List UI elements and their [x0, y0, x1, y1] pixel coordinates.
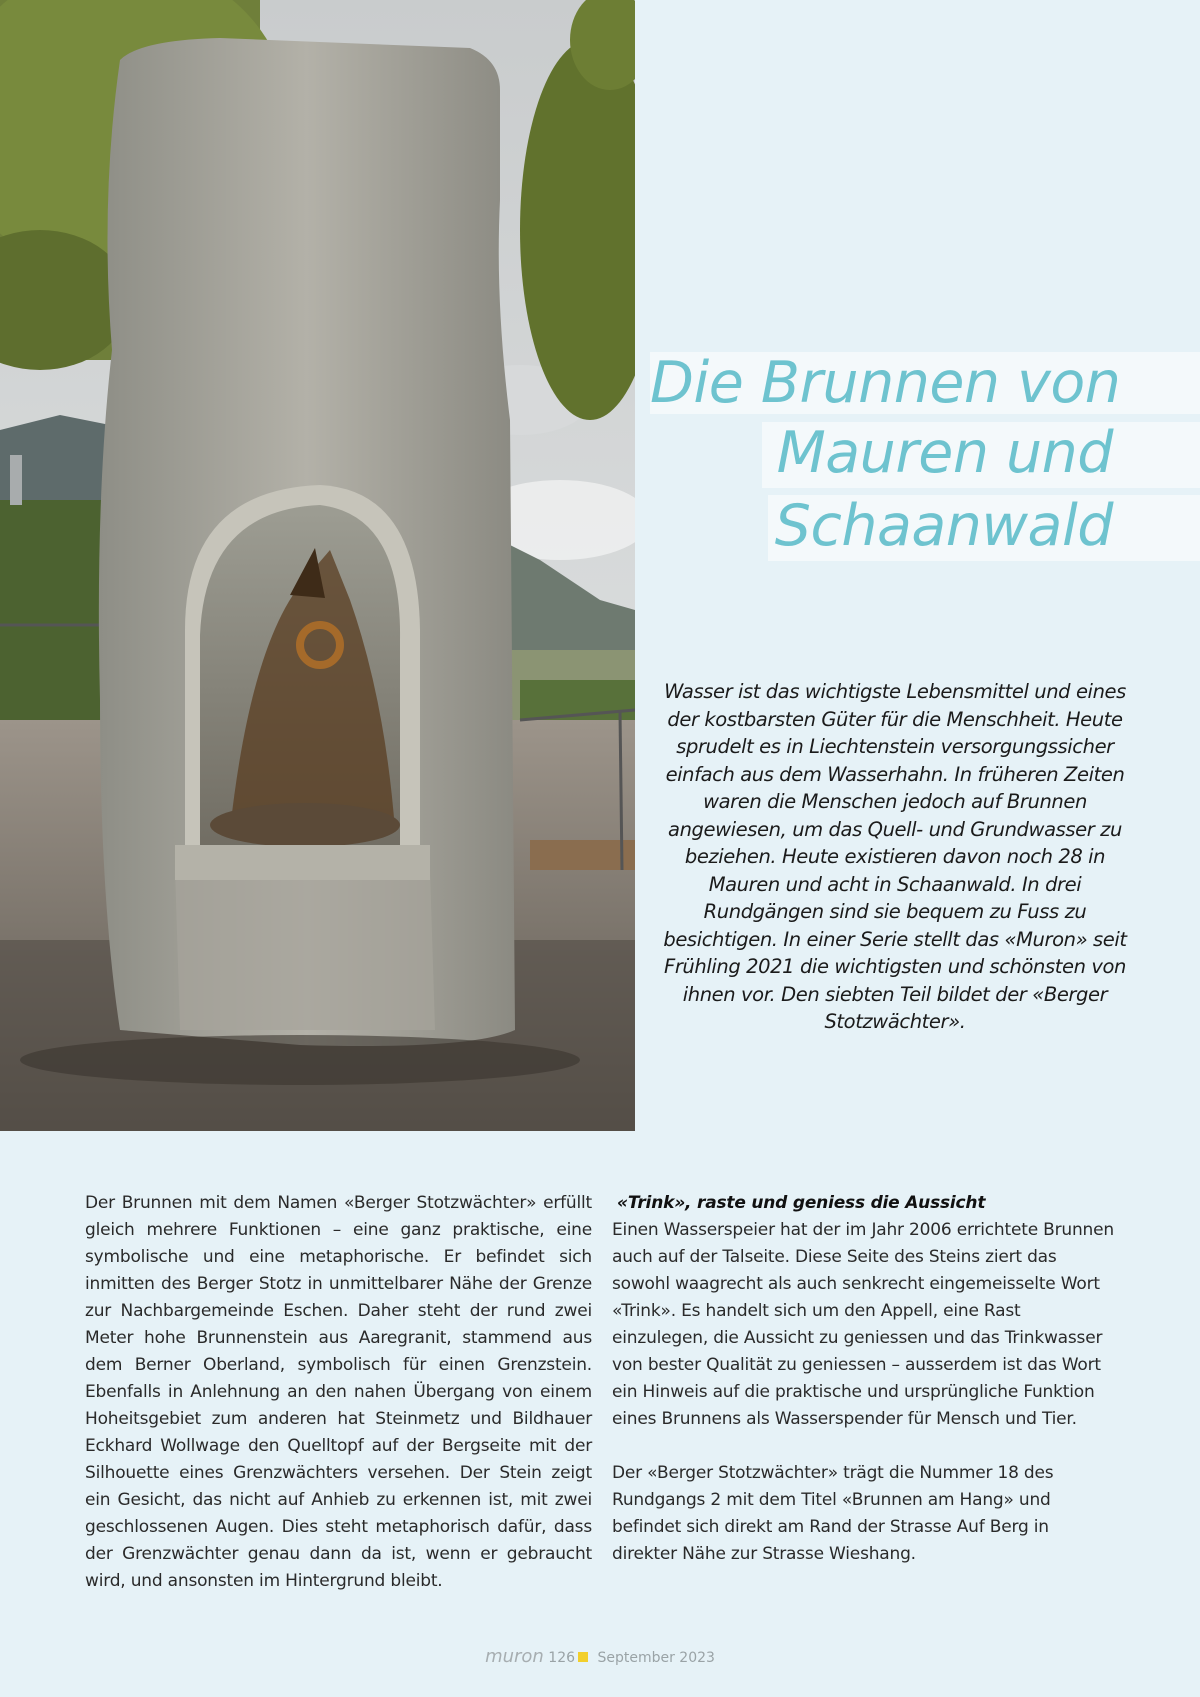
- fountain-illustration: [0, 0, 635, 1131]
- lead-paragraph: Wasser ist das wichtigste Lebensmittel und eines der kostbarsten Güter für die Menschheit. Heute sprudelt es in Liechtenstein versorgungssicher einfach aus dem Wasserhahn. In früheren Zeiten waren die Menschen jedoch auf Brunnen angewiesen, um das Quell- und Grundwasser zu beziehen. Heute existieren davon noch 28 in Mauren und acht in Schaanwald. In drei Rundgängen sind sie bequem zu Fuss zu besichtigen. In einer Serie stellt das «Muron» seit Frühling 2021 die wichtigsten und schönsten von ihnen vor. Den siebten Teil bildet der «Berger Stotzwächter».: [663, 680, 1127, 1033]
- footer-issue: 126: [548, 1650, 576, 1666]
- body-column-right: [612, 1190, 1117, 1568]
- title-line-3: Schaanwald: [768, 495, 1200, 561]
- title-line-1: Die Brunnen von: [650, 352, 1200, 414]
- body-paragraph: Einen Wasserspeier hat der im Jahr 2006 errichtete Brunnen auch auf der Talseite. Diese Seite des Steins ziert das sowohl waagrecht als auch senkrecht eingemeisselte Wort «Trink». Es handelt sich um den Appell, eine Rast einzulegen, die Aussicht zu geniessen und das Trinkwasser von bester Qualität zu geniessen – ausserdem ist das Wort ein Hinweis auf die praktische und ursprüngliche Funktion eines Brunnens als Wasserspender für Mensch und Tier.: [612, 1220, 1114, 1429]
- page-footer: [0, 1646, 1200, 1667]
- footer-date: September 2023: [597, 1650, 715, 1666]
- title-line-2: Mauren und: [762, 422, 1200, 488]
- body-column-left: [85, 1190, 592, 1595]
- body-paragraph: Der «Berger Stotzwächter» trägt die Nummer 18 des Rundgangs 2 mit dem Titel «Brunnen am Hang» und befindet sich direkt am Rand der Strasse Auf Berg in direkter Nähe zur Strasse Wieshang.: [612, 1463, 1054, 1564]
- subheading: «Trink», raste und geniess die Aussicht: [617, 1193, 986, 1213]
- footer-brand: muron: [485, 1646, 544, 1667]
- square-icon: [578, 1652, 588, 1662]
- body-paragraph: Der Brunnen mit dem Namen «Berger Stotzwächter» erfüllt gleich mehrere Funktionen – eine ganz praktische, eine symbolische und eine metaphorische. Er befindet sich inmitten des Berger Stotz in unmittelbarer Nähe der Grenze zur Nachbargemeinde Eschen. Daher steht der rund zwei Meter hohe Brunnenstein aus Aaregranit, stammend aus dem Berner Oberland, symbolisch für einen Grenzstein. Ebenfalls in Anlehnung an den nahen Übergang von einem Hoheitsgebiet zum anderen hat Steinmetz und Bildhauer Eckhard Wollwage den Quelltopf auf der Bergseite mit der Silhouette eines Grenzwächters versehen. Der Stein zeigt ein Gesicht, das nicht auf Anhieb zu erkennen ist, mit zwei geschlossenen Augen. Dies steht metaphorisch dafür, dass der Grenzwächter genau dann da ist, wenn er gebraucht wird, und ansonsten im Hintergrund bleibt.: [85, 1193, 592, 1591]
- fountain-photo: [0, 0, 635, 1131]
